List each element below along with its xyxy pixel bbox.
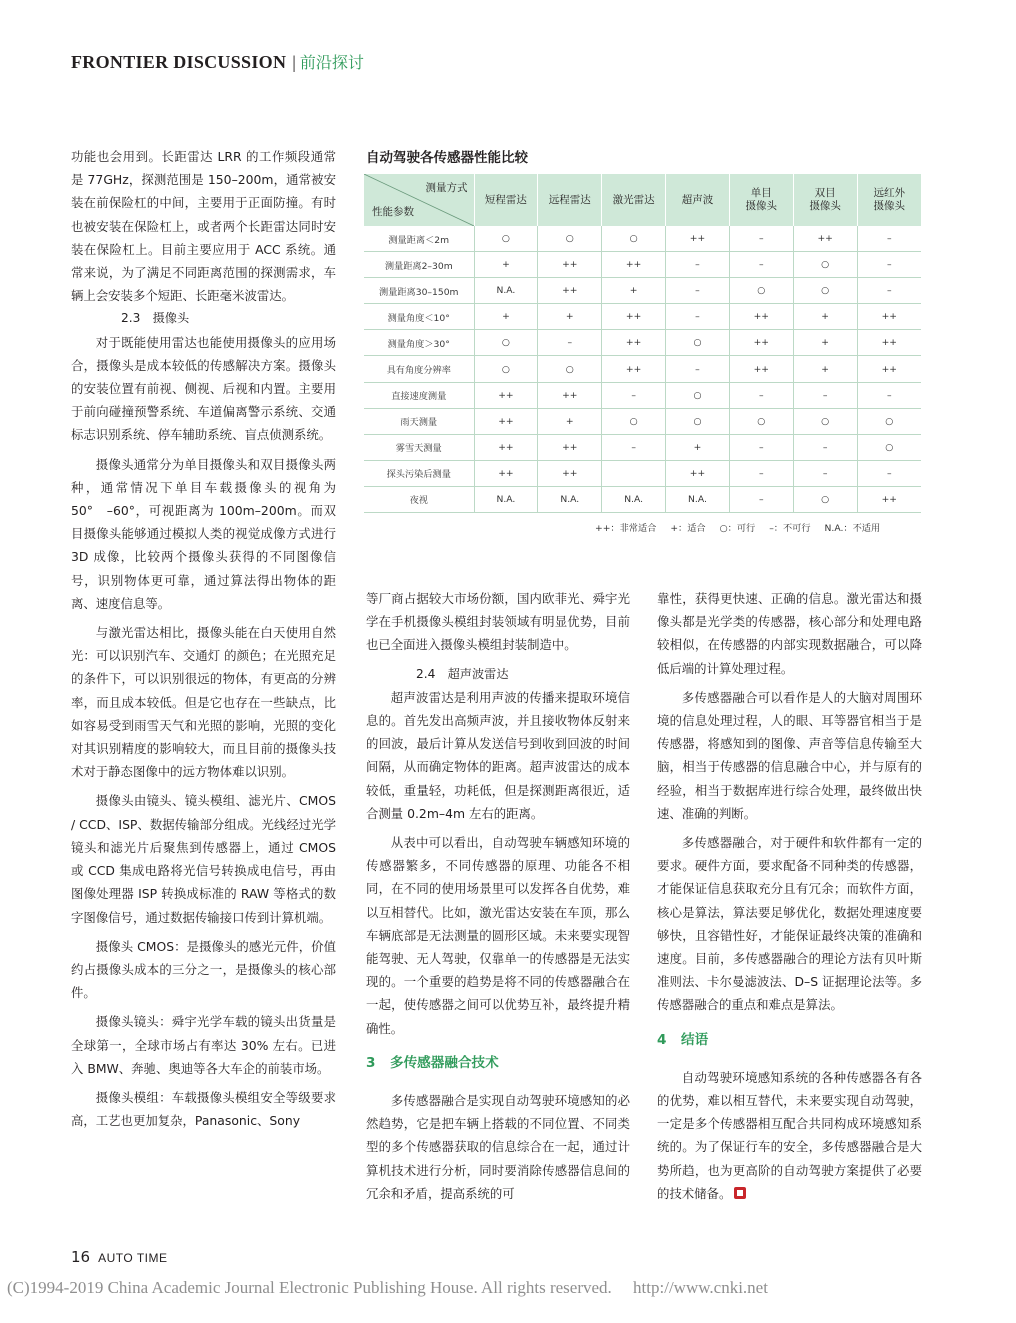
- page-number: 16: [71, 1248, 91, 1266]
- copyright-notice: (C)1994-2019 China Academic Journal Electronic Publishing House. All rights reserved. http://www.cnki.net: [7, 1278, 768, 1297]
- table-header-row: [364, 174, 921, 226]
- text-column-2: [366, 587, 630, 1205]
- table-row: [364, 460, 921, 486]
- subsection-heading: 2.3 摄像头: [121, 311, 190, 326]
- table-cell: ○: [602, 226, 666, 252]
- paragraph: 多传感器融合，对于硬件和软件都有一定的要求。硬件方面，要求配备不同种类的传感器，才能保证信息获取充分且有冗余；而软件方面，核心是算法，算法要足够优化，数据处理速度要够快，且容错性好，才能保证最终决策的准确和速度。目前，多传感器融合的理论方法有贝叶斯准则法、卡尔曼滤波法、D–S 证据理论法等。多传感器融合的重点和难点是算法。: [657, 835, 922, 1013]
- table-cell: ++: [538, 252, 602, 278]
- legend-item: N.A.：不适用: [824, 523, 881, 534]
- sensor-comparison-table: [364, 174, 921, 513]
- table-cell: –: [857, 278, 921, 304]
- table-cell: +: [474, 304, 538, 330]
- paragraph: 超声波雷达是利用声波的传播来提取环境信息的。首先发出高频声波，并且接收物体反射来的回波，最后计算从发送信号到收到回波的时间间隔，从而确定物体的距离。超声波雷达的成本较低，重量轻，功耗低，但是探测距离很近，适合测量 0.2m–4m 左右的距离。: [366, 689, 630, 821]
- table-cell: –: [729, 486, 793, 512]
- table-cell: –: [666, 356, 730, 382]
- row-header: 测量角度＜10°: [364, 304, 474, 330]
- table-row: [364, 382, 921, 408]
- paragraph: 摄像头 CMOS：是摄像头的感光元件，价值约占摄像头成本的三分之一，是摄像头的核心部件。: [71, 938, 336, 1001]
- row-header: 测量角度＞30°: [364, 330, 474, 356]
- table-cell: –: [666, 304, 730, 330]
- column-header: 超声波: [666, 174, 730, 226]
- table-cell: –: [729, 434, 793, 460]
- paragraph: 多传感器融合是实现自动驾驶环境感知的必然趋势，它是把车辆上搭载的不同位置、不同类型的多个传感器获取的信息综合在一起，通过计算机技术进行分析，同时要消除传感器信息间的冗余和矛盾，提高系统的可: [366, 1093, 630, 1201]
- table-cell: ○: [793, 278, 857, 304]
- table-cell: ++: [474, 382, 538, 408]
- table-cell: ++: [474, 434, 538, 460]
- section-heading-text: 多传感器融合技术: [390, 1054, 499, 1071]
- paragraph: 摄像头镜头：舜宇光学车载的镜头出货量是全球第一，全球市场占有率达 30% 左右。已进入 BMW、奔驰、奥迪等各大车企的前装市场。: [71, 1014, 336, 1076]
- row-header: 测量距离30–150m: [364, 278, 474, 304]
- table-cell: ++: [602, 356, 666, 382]
- table-cell: ○: [793, 408, 857, 434]
- table-cell: ++: [666, 226, 730, 252]
- table-cell: ++: [729, 356, 793, 382]
- corner-label-top: 测量方式: [425, 182, 468, 194]
- table-cell: –: [538, 330, 602, 356]
- paragraph: 摄像头模组：车载摄像头模组安全等级要求高，工艺也更加复杂，Panasonic、Sony: [71, 1089, 336, 1129]
- table-cell: ○: [729, 278, 793, 304]
- section-heading: [657, 1029, 922, 1052]
- table-cell: –: [793, 382, 857, 408]
- row-header: 探头污染后测量: [364, 460, 474, 486]
- table-row: [364, 226, 921, 252]
- table-cell: ○: [666, 382, 730, 408]
- table-row: [364, 252, 921, 278]
- table-cell: ○: [857, 434, 921, 460]
- table-cell: –: [857, 252, 921, 278]
- table-row: [364, 330, 921, 356]
- table-cell: +: [538, 304, 602, 330]
- table-cell: ++: [793, 226, 857, 252]
- table-cell: +: [666, 434, 730, 460]
- section-heading-text: 结语: [681, 1031, 709, 1048]
- section-number: 4: [657, 1031, 667, 1048]
- table-row: [364, 304, 921, 330]
- table-cell: ++: [474, 460, 538, 486]
- table-cell: +: [793, 330, 857, 356]
- paragraph: 摄像头由镜头、镜头模组、滤光片、CMOS / CCD、ISP、数据传输部分组成。光线经过光学镜头和滤光片后聚焦到传感器上，通过 CMOS 或 CCD 集成电路将光信号转换成电信号，再由图像处理器 ISP 转换成标准的 RAW 等格式的数字图像信号，通过数据传输接口传到计算机端。: [71, 793, 336, 925]
- table-cell: N.A.: [602, 486, 666, 512]
- table-cell: ○: [666, 408, 730, 434]
- row-header: 雨天测量: [364, 408, 474, 434]
- table-cell: ++: [666, 460, 730, 486]
- magazine-name: AUTO TIME: [98, 1251, 168, 1265]
- table-cell: ○: [538, 226, 602, 252]
- table-cell: ++: [857, 486, 921, 512]
- paragraph: 摄像头通常分为单目摄像头和双目摄像头两种，通常情况下单目车载摄像头的视角为 50° –60°，可视距离为 100m–200m。而双目摄像头能够通过模拟人类的视觉成像方式进行 3D 成像，比较两个摄像头获得的不同图像信号，识别物体更可靠，通过算法得出物体的距离、速度信息等。: [71, 456, 336, 611]
- table-row: [364, 408, 921, 434]
- legend-item: –：不可行: [769, 523, 811, 534]
- table-corner-cell: [364, 174, 474, 226]
- text-column-1: [71, 145, 336, 1132]
- table-cell: ++: [538, 382, 602, 408]
- table-cell: –: [666, 252, 730, 278]
- table-cell: –: [666, 278, 730, 304]
- section-heading: [366, 1052, 630, 1075]
- table-cell: +: [538, 408, 602, 434]
- section-title-en: FRONTIER DISCUSSION: [71, 52, 287, 72]
- row-header: 测量距离2–30m: [364, 252, 474, 278]
- table-cell: –: [602, 382, 666, 408]
- table-cell: ++: [857, 304, 921, 330]
- page-footer: [71, 1248, 168, 1266]
- table-cell: ++: [857, 356, 921, 382]
- text-column-3: [657, 587, 922, 1205]
- table-cell: –: [602, 434, 666, 460]
- column-header: 短程雷达: [474, 174, 538, 226]
- table-cell: [602, 460, 666, 486]
- table-cell: ++: [602, 330, 666, 356]
- section-title-cn: 前沿探讨: [299, 53, 364, 72]
- table-row: [364, 356, 921, 382]
- column-header: 单目 摄像头: [729, 174, 793, 226]
- table-cell: ○: [857, 408, 921, 434]
- table-cell: ++: [538, 460, 602, 486]
- legend-item: +：适合: [670, 523, 706, 534]
- table-legend: [595, 520, 880, 534]
- table-cell: ++: [602, 252, 666, 278]
- section-number: 3: [366, 1054, 376, 1071]
- legend-item: ++：非常适合: [595, 523, 657, 534]
- table-cell: –: [729, 252, 793, 278]
- table-cell: –: [729, 460, 793, 486]
- table-cell: N.A.: [666, 486, 730, 512]
- table-cell: +: [602, 278, 666, 304]
- table-cell: ○: [602, 408, 666, 434]
- legend-item: ○：可行: [719, 523, 756, 534]
- table-cell: ○: [793, 486, 857, 512]
- table-cell: N.A.: [538, 486, 602, 512]
- table-cell: +: [793, 304, 857, 330]
- row-header: 测量距离＜2m: [364, 226, 474, 252]
- paragraph: 自动驾驶环境感知系统的各种传感器各有各的优势，难以相互替代，未来要实现自动驾驶，一定是多个传感器相互配合共同构成环境感知系统的。为了保证行车的安全，多传感器融合是大势所趋，也为更高阶的自动驾驶方案提供了必要的技术储备。: [657, 1069, 922, 1201]
- table-title: 自动驾驶各传感器性能比较: [366, 150, 528, 166]
- table-cell: –: [729, 382, 793, 408]
- row-header: 雾雪天测量: [364, 434, 474, 460]
- table-cell: ○: [538, 356, 602, 382]
- table-cell: –: [729, 226, 793, 252]
- table-cell: ++: [474, 408, 538, 434]
- paragraph: 多传感器融合可以看作是人的大脑对周围环境的信息处理过程，人的眼、耳等器官相当于是传感器，将感知到的图像、声音等信息传输至大脑，相当于传感器的信息融合中心，并与原有的经验，相当于数据库进行综合处理，最终做出快速、准确的判断。: [657, 689, 922, 821]
- table-cell: –: [793, 434, 857, 460]
- table-cell: ++: [857, 330, 921, 356]
- table-cell: +: [793, 356, 857, 382]
- table-cell: ++: [602, 304, 666, 330]
- table-cell: –: [793, 460, 857, 486]
- table-row: [364, 278, 921, 304]
- table-cell: ++: [538, 278, 602, 304]
- table-cell: –: [857, 226, 921, 252]
- table-row: [364, 486, 921, 512]
- paragraph: 对于既能使用雷达也能使用摄像头的应用场合，摄像头是成本较低的传感解决方案。摄像头的安装位置有前视、侧视、后视和内置。主要用于前向碰撞预警系统、车道偏离警示系统、交通标志识别系统、停车辅助系统、盲点侦测系统。: [71, 334, 336, 443]
- column-header: 双目 摄像头: [793, 174, 857, 226]
- row-header: 夜视: [364, 486, 474, 512]
- paragraph: 与激光雷达相比，摄像头能在白天使用自然光：可以识别汽车、交通灯 的颜色；在光照充足的条件下，可以识别很远的物体，有更高的分辨率，而且成本较低。但是它也存在一些缺点，比如容易受到雨雪天气和光照的影响，光照的变化对其识别精度的影响较大，而且目前的摄像头技术对于静态图像中的远方物体难以识别。: [71, 625, 336, 780]
- table-cell: ++: [729, 330, 793, 356]
- table-cell: –: [857, 382, 921, 408]
- paragraph: 等厂商占据较大市场份额，国内欧菲光、舜宇光学在手机摄像头模组封装领域有明显优势，目前也已全面进入摄像头模组封装制造中。: [366, 591, 630, 653]
- table-cell: +: [474, 252, 538, 278]
- row-header: 具有角度分辨率: [364, 356, 474, 382]
- corner-label-bottom: 性能参数: [372, 206, 414, 218]
- paragraph: 从表中可以看出，自动驾驶车辆感知环境的传感器繁多，不同传感器的原理、功能各不相同，在不同的使用场景里可以发挥各自优势，难以互相替代。比如，激光雷达安装在车顶，那么车辆底部是无法测量的圆形区域。未来要实现智能驾驶、无人驾驶，仅靠单一的传感器是无法实现的。一个重要的趋势是将不同的传感器融合在一起，使传感器之间可以优势互补，最终提升精确性。: [366, 835, 630, 1036]
- article-end-mark-icon: [733, 1186, 747, 1200]
- table-cell: ++: [729, 304, 793, 330]
- row-header: 直接速度测量: [364, 382, 474, 408]
- header-separator: |: [292, 52, 296, 72]
- table-cell: ○: [729, 408, 793, 434]
- running-header: [71, 50, 364, 73]
- table-row: [364, 434, 921, 460]
- column-header: 远程雷达: [538, 174, 602, 226]
- paragraph: 功能也会用到。长距雷达 LRR 的工作频段通常是 77GHz，探测范围是 150–200m，通常被安装在前保险杠的中间，主要用于正面防撞。有时也被安装在保险杠上，或者两个长距雷达同时安装在保险杠上。目前主要应用于 ACC 系统。通常来说，为了满足不同距离范围的探测需求，车辆上会安装多个短距、长距毫米波雷达。: [71, 149, 336, 304]
- paragraph: 靠性，获得更快速、正确的信息。激光雷达和摄像头都是光学类的传感器，核心部分和处理电路较相似，在传感器的内部实现数据融合，可以降低后端的计算处理过程。: [657, 591, 922, 676]
- table-cell: N.A.: [474, 278, 538, 304]
- subsection-heading: 2.4 超声波雷达: [416, 666, 509, 681]
- table-cell: ○: [474, 356, 538, 382]
- table-cell: ○: [793, 252, 857, 278]
- table-cell: ○: [474, 330, 538, 356]
- table-cell: ++: [538, 434, 602, 460]
- column-header: 远红外 摄像头: [857, 174, 921, 226]
- table-cell: ○: [666, 330, 730, 356]
- table-cell: N.A.: [474, 486, 538, 512]
- table-cell: –: [857, 460, 921, 486]
- table-cell: ○: [474, 226, 538, 252]
- column-header: 激光雷达: [602, 174, 666, 226]
